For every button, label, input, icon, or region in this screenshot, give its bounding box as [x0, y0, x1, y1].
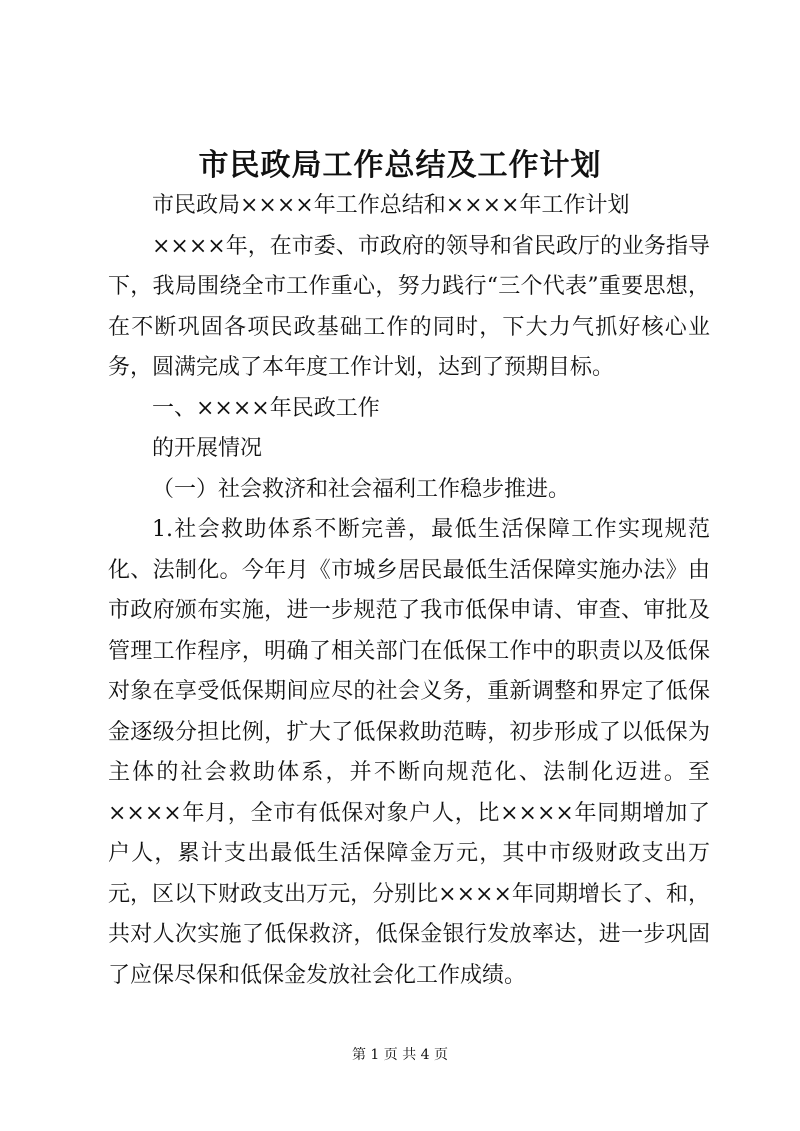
document-title: 市民政局工作总结及工作计划 — [198, 148, 602, 183]
intro-paragraph: ××××年，在市委、市政府的领导和省民政厅的业务指导下，我局围绕全市工作重心，努力践行“三个代表”重要思想，在不断巩固各项民政基础工作的同时，下大力气抓好核心业务，圆满完成了本年度工作计划，达到了预期目标。 — [108, 233, 710, 380]
body-paragraph: 1.社会救助体系不断完善，最低生活保障工作实现规范化、法制化。今年月《市城乡居民最低生活保障实施办法》由市政府颁布实施，进一步规范了我市低保申请、审查、审批及管理工作程序，明确了相关部门在低保工作中的职责以及低保对象在享受低保期间应尽的社会义务，重新调整和界定了低保金逐级分担比例，扩大了低保救助范畴，初步形成了以低保为主体的社会救助体系，并不断向规范化、法制化迈进。至××××年月，全市有低保对象户人，比××××年同期增加了户人，累计支出最低生活保障金万元，其中市级财政支出万元，区以下财政支出万元，分别比××××年同期增长了、和，共对人次实施了低保救济，低保金银行发放率达，进一步巩固了应保尽保和低保金发放社会化工作成绩。 — [108, 517, 710, 988]
page-number-footer: 第 1 页 共 4 页 — [351, 1047, 449, 1063]
section-heading-continued: 的开展情况 — [152, 436, 263, 461]
subsection-heading: （一）社会救济和社会福利工作稳步推进。 — [152, 476, 571, 502]
document-body — [108, 186, 710, 996]
section-heading: 一、××××年民政工作 — [152, 395, 380, 421]
subtitle-paragraph: 市民政局××××年工作总结和××××年工作计划 — [152, 193, 630, 218]
